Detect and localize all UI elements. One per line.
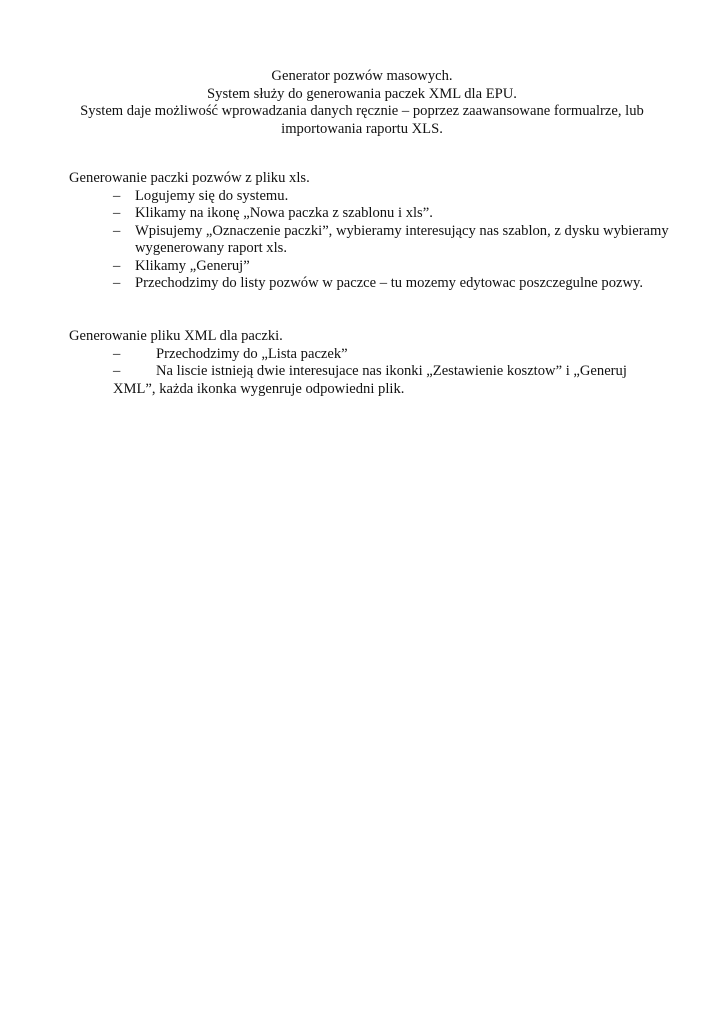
list-item (69, 205, 669, 223)
steps-list (69, 188, 669, 293)
dash-bullet: – (113, 222, 121, 239)
list-item (69, 258, 669, 276)
intro-line: System służy do generowania paczek XML dla EPU. (207, 85, 517, 102)
section-xls-import (69, 170, 669, 293)
list-item (69, 346, 669, 364)
list-item-text: Klikamy „Generuj” (135, 257, 250, 274)
section-xml-generation (69, 328, 669, 398)
list-item-text: Klikamy na ikonę „Nowa paczka z szablonu i xls”. (135, 205, 433, 221)
dash-bullet: – (113, 275, 121, 291)
intro-line: System daje możliwość wprowadzania danych ręcznie – poprzez zaawansowane formualrze, lub (80, 103, 644, 119)
list-item-text: Przechodzimy do „Lista paczek” (156, 345, 348, 362)
list-item-text: Przechodzimy do listy pozwów w paczce – tu mozemy edytowac poszczegulne pozwy. (135, 275, 644, 291)
section-title: Generowanie pliku XML dla paczki. (69, 328, 283, 344)
list-item (69, 223, 669, 258)
steps-list (69, 346, 669, 399)
section-title: Generowanie paczki pozwów z pliku xls. (69, 170, 310, 186)
dash-bullet: – (113, 363, 121, 379)
list-item-text: Na liscie istnieją dwie interesujace nas ikonki „Zestawienie kosztow” i „Generuj XML”, każda ikonka wygenruje odpowiedni plik. (113, 363, 627, 397)
intro-block (70, 68, 654, 138)
dash-bullet: – (113, 205, 121, 221)
list-item (69, 275, 669, 293)
list-item-text: Logujemy się do systemu. (135, 187, 289, 204)
intro-title: Generator pozwów masowych. (271, 68, 453, 84)
list-item-text: Wpisujemy „Oznaczenie paczki”, wybieramy interesujący nas szablon, z dysku wybieramy wygenerowany raport xls. (135, 222, 669, 256)
dash-bullet: – (113, 345, 121, 362)
intro-line: importowania raportu XLS. (281, 120, 443, 137)
list-item (69, 363, 669, 398)
list-item (69, 188, 669, 206)
dash-bullet: – (113, 257, 121, 274)
dash-bullet: – (113, 187, 121, 204)
